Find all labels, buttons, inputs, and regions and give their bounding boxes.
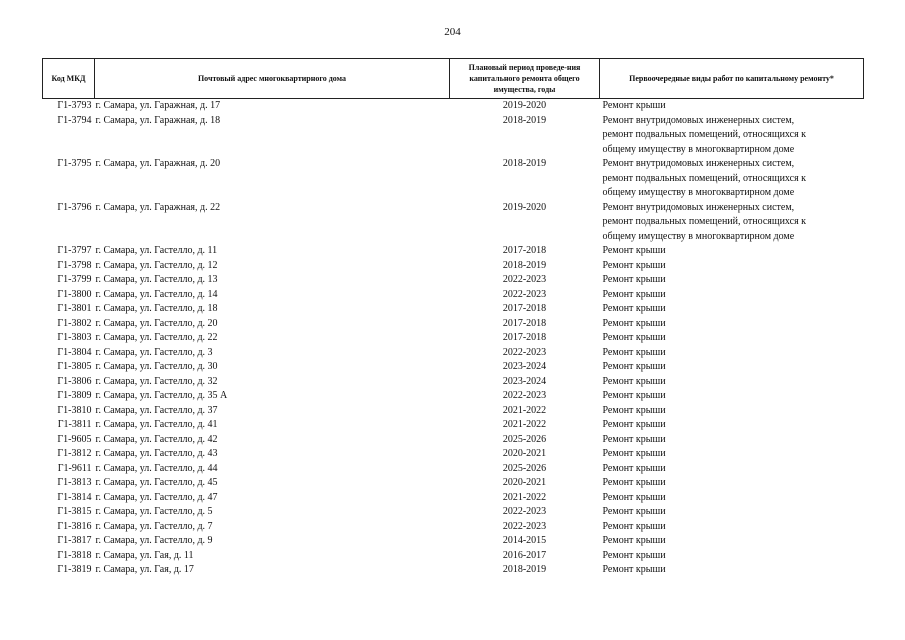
- cell-period: 2025-2026: [502, 433, 547, 445]
- cell-period: 2017-2018: [502, 245, 547, 256]
- table-row: [43, 99, 864, 114]
- cell-address: г. Самара, ул. Гастелло, д. 41: [95, 419, 218, 430]
- cell-code: Г1-3810: [57, 404, 92, 416]
- cell-period: 2025-2026: [502, 462, 547, 474]
- work-line: ремонт подвальных помещений, относящихся к: [602, 129, 807, 140]
- table-row: [43, 360, 864, 375]
- table-row: [43, 273, 864, 288]
- cell-works: [600, 433, 864, 448]
- cell-works: [600, 331, 864, 346]
- cell-period: 2023-2024: [502, 361, 547, 372]
- cell-period: 2014-2015: [502, 535, 547, 546]
- cell-address: г. Самара, ул. Гая, д. 17: [95, 564, 194, 575]
- cell-works: [600, 491, 864, 506]
- cell-period: 2022-2023: [502, 274, 547, 285]
- cell-address: г. Самара, ул. Гастелло, д. 14: [95, 288, 218, 300]
- work-line: Ремонт крыши: [602, 520, 666, 532]
- cell-code: Г1-3793: [57, 100, 92, 111]
- cell-period: 2020-2021: [502, 448, 547, 459]
- work-line: общему имуществу в многоквартирном доме: [602, 230, 795, 242]
- table-row: [43, 491, 864, 506]
- table-row: [43, 317, 864, 332]
- cell-period: 2018-2019: [502, 158, 547, 169]
- cell-period: 2017-2018: [502, 332, 547, 343]
- cell-works: [600, 462, 864, 477]
- cell-period: 2021-2022: [502, 419, 547, 430]
- cell-works: [600, 346, 864, 361]
- work-line: Ремонт крыши: [602, 100, 666, 111]
- cell-code: Г1-3817: [57, 535, 92, 546]
- cell-code: Г1-3815: [57, 506, 92, 517]
- cell-period: 2016-2017: [502, 549, 547, 561]
- cell-code: Г1-3798: [57, 259, 92, 271]
- table-row: [43, 244, 864, 259]
- work-line: общему имуществу в многоквартирном доме: [602, 187, 795, 198]
- cell-works: [600, 375, 864, 390]
- work-line: Ремонт крыши: [602, 361, 666, 372]
- cell-period: 2017-2018: [502, 303, 547, 314]
- cell-address: г. Самара, ул. Гастелло, д. 18: [95, 303, 218, 314]
- cell-works: [600, 288, 864, 303]
- table-row: [43, 302, 864, 317]
- cell-works: [600, 244, 864, 259]
- cell-address: г. Самара, ул. Гастелло, д. 5: [95, 506, 213, 517]
- cell-works: [600, 447, 864, 462]
- cell-address: г. Самара, ул. Гаражная, д. 18: [95, 114, 221, 126]
- cell-code: Г1-3816: [57, 520, 92, 532]
- work-line: ремонт подвальных помещений, относящихся к: [602, 216, 807, 227]
- cell-address: г. Самара, ул. Гаражная, д. 20: [95, 158, 221, 169]
- cell-period: 2018-2019: [502, 564, 547, 575]
- work-line: Ремонт крыши: [602, 303, 666, 314]
- cell-period: 2019-2020: [502, 100, 547, 111]
- work-line: Ремонт крыши: [602, 419, 666, 430]
- work-line: Ремонт крыши: [602, 274, 666, 285]
- cell-code: Г1-3812: [57, 448, 92, 459]
- table-row: [43, 157, 864, 201]
- cell-works: [600, 520, 864, 535]
- header-period: Плановый период проведе-ния капитального ремонта общего имущества, годы: [450, 59, 600, 99]
- work-line: Ремонт крыши: [602, 535, 666, 546]
- cell-code: Г1-3797: [57, 245, 92, 256]
- work-line: Ремонт крыши: [602, 477, 666, 488]
- cell-address: г. Самара, ул. Гастелло, д. 43: [95, 448, 218, 459]
- cell-code: Г1-3814: [57, 491, 92, 503]
- cell-address: г. Самара, ул. Гастелло, д. 47: [95, 491, 218, 503]
- cell-address: г. Самара, ул. Гастелло, д. 32: [95, 375, 218, 387]
- cell-code: Г1-3800: [57, 288, 92, 300]
- table-row: [43, 389, 864, 404]
- cell-address: г. Самара, ул. Гаражная, д. 22: [95, 201, 221, 213]
- cell-code: Г1-3795: [57, 158, 92, 169]
- cell-address: г. Самара, ул. Гаражная, д. 17: [95, 100, 221, 111]
- work-line: Ремонт крыши: [602, 506, 666, 517]
- cell-period: 2022-2023: [502, 506, 547, 517]
- cell-address: г. Самара, ул. Гастелло, д. 44: [95, 462, 218, 474]
- cell-works: [600, 157, 864, 201]
- cell-address: г. Самара, ул. Гастелло, д. 13: [95, 274, 218, 285]
- work-line: Ремонт внутридомовых инженерных систем,: [602, 114, 795, 126]
- work-line: Ремонт крыши: [602, 564, 666, 575]
- work-line: Ремонт крыши: [602, 491, 666, 503]
- cell-code: Г1-3811: [57, 419, 92, 430]
- cell-period: 2019-2020: [502, 201, 547, 213]
- cell-address: г. Самара, ул. Гастелло, д. 12: [95, 259, 218, 271]
- cell-code: Г1-3805: [57, 361, 92, 372]
- cell-code: Г1-3796: [57, 201, 92, 213]
- table-row: [43, 404, 864, 419]
- cell-code: Г1-3813: [57, 477, 92, 488]
- cell-works: [600, 99, 864, 114]
- cell-code: Г1-3809: [57, 390, 92, 401]
- repair-table: [42, 58, 864, 578]
- cell-address: г. Самара, ул. Гастелло, д. 37: [95, 404, 218, 416]
- cell-period: 2023-2024: [502, 375, 547, 387]
- cell-period: 2020-2021: [502, 477, 547, 488]
- work-line: общему имуществу в многоквартирном доме: [602, 143, 795, 155]
- cell-address: г. Самара, ул. Гастелло, д. 30: [95, 361, 218, 372]
- cell-works: [600, 534, 864, 549]
- cell-period: 2018-2019: [502, 259, 547, 271]
- work-line: Ремонт крыши: [602, 288, 666, 300]
- table-row: [43, 346, 864, 361]
- work-line: Ремонт крыши: [602, 245, 666, 256]
- work-line: ремонт подвальных помещений, относящихся к: [602, 172, 807, 184]
- table-row: [43, 447, 864, 462]
- cell-address: г. Самара, ул. Гастелло, д. 11: [95, 245, 218, 256]
- cell-works: [600, 317, 864, 332]
- cell-works: [600, 389, 864, 404]
- table-row: [43, 462, 864, 477]
- table-row: [43, 534, 864, 549]
- cell-period: 2022-2023: [502, 390, 547, 401]
- cell-works: [600, 360, 864, 375]
- work-line: Ремонт крыши: [602, 390, 666, 401]
- table-row: [43, 563, 864, 578]
- cell-address: г. Самара, ул. Гастелло, д. 7: [95, 520, 213, 532]
- cell-address: г. Самара, ул. Гастелло, д. 42: [95, 433, 218, 445]
- cell-code: Г1-3803: [57, 332, 92, 343]
- table-body: [43, 99, 864, 578]
- table-row: [43, 433, 864, 448]
- cell-works: [600, 273, 864, 288]
- work-line: Ремонт крыши: [602, 317, 666, 329]
- work-line: Ремонт крыши: [602, 332, 666, 343]
- header-works: Первоочередные виды работ по капитальному ремонту*: [600, 59, 864, 99]
- work-line: Ремонт крыши: [602, 346, 666, 358]
- table-row: [43, 375, 864, 390]
- table-row: [43, 201, 864, 245]
- cell-code: Г1-9611: [57, 462, 92, 474]
- table-row: [43, 505, 864, 520]
- cell-address: г. Самара, ул. Гастелло, д. 3: [95, 346, 213, 358]
- cell-code: Г1-3794: [57, 114, 92, 126]
- cell-address: г. Самара, ул. Гастелло, д. 45: [95, 477, 218, 488]
- cell-address: г. Самара, ул. Гастелло, д. 20: [95, 317, 218, 329]
- cell-period: 2018-2019: [502, 114, 547, 126]
- cell-code: Г1-3801: [57, 303, 92, 314]
- cell-works: [600, 549, 864, 564]
- cell-code: Г1-3818: [57, 549, 92, 561]
- table-row: [43, 288, 864, 303]
- table-row: [43, 549, 864, 564]
- cell-period: 2021-2022: [502, 491, 547, 503]
- table-row: [43, 476, 864, 491]
- page-number: 204: [444, 26, 461, 38]
- cell-address: г. Самара, ул. Гая, д. 11: [95, 549, 194, 561]
- cell-code: Г1-9605: [57, 433, 92, 445]
- cell-address: г. Самара, ул. Гастелло, д. 9: [95, 535, 213, 546]
- cell-address: г. Самара, ул. Гастелло, д. 35 А: [95, 390, 228, 401]
- cell-works: [600, 418, 864, 433]
- cell-period: 2022-2023: [502, 288, 547, 300]
- cell-period: 2022-2023: [502, 520, 547, 532]
- cell-code: Г1-3802: [57, 317, 92, 329]
- table-header-row: [43, 59, 864, 99]
- cell-works: [600, 563, 864, 578]
- work-line: Ремонт крыши: [602, 448, 666, 459]
- cell-works: [600, 259, 864, 274]
- cell-address: г. Самара, ул. Гастелло, д. 22: [95, 332, 218, 343]
- cell-code: Г1-3804: [57, 346, 92, 358]
- cell-period: 2017-2018: [502, 317, 547, 329]
- header-code: Код МКД: [43, 59, 95, 99]
- table-row: [43, 331, 864, 346]
- cell-code: Г1-3819: [57, 564, 92, 575]
- work-line: Ремонт крыши: [602, 375, 666, 387]
- work-line: Ремонт крыши: [602, 259, 666, 271]
- table-row: [43, 418, 864, 433]
- work-line: Ремонт крыши: [602, 549, 666, 561]
- work-line: Ремонт крыши: [602, 433, 666, 445]
- table-row: [43, 114, 864, 158]
- cell-code: Г1-3799: [57, 274, 92, 285]
- cell-period: 2022-2023: [502, 346, 547, 358]
- cell-period: 2021-2022: [502, 404, 547, 416]
- work-line: Ремонт крыши: [602, 404, 666, 416]
- cell-works: [600, 114, 864, 158]
- cell-works: [600, 404, 864, 419]
- work-line: Ремонт внутридомовых инженерных систем,: [602, 201, 795, 213]
- table-row: [43, 259, 864, 274]
- header-address: Почтовый адрес многоквартирного дома: [95, 59, 450, 99]
- cell-works: [600, 201, 864, 245]
- cell-works: [600, 476, 864, 491]
- work-line: Ремонт крыши: [602, 462, 666, 474]
- table-row: [43, 520, 864, 535]
- cell-code: Г1-3806: [57, 375, 92, 387]
- cell-works: [600, 302, 864, 317]
- work-line: Ремонт внутридомовых инженерных систем,: [602, 158, 795, 169]
- cell-works: [600, 505, 864, 520]
